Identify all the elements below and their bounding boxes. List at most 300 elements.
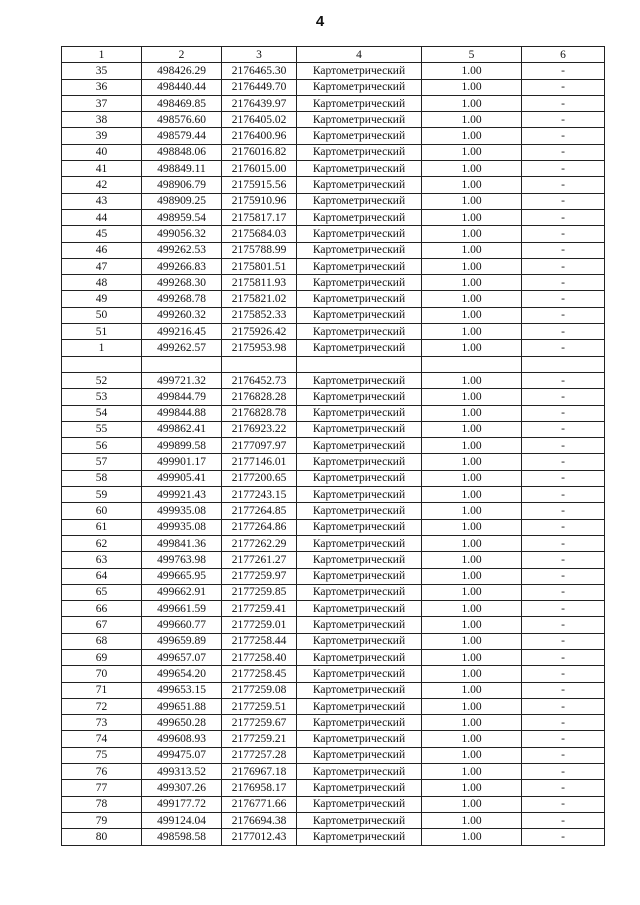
y-coordinate-cell: 2175817.17 (222, 209, 297, 225)
accuracy-cell: 1.00 (422, 731, 522, 747)
y-coordinate-cell: 2175953.98 (222, 340, 297, 356)
accuracy-cell: 1.00 (422, 324, 522, 340)
y-coordinate-cell: 2177012.43 (222, 829, 297, 845)
accuracy-cell: 1.00 (422, 682, 522, 698)
table-row (62, 633, 605, 649)
point-number-cell: 72 (62, 698, 142, 714)
note-cell: - (522, 796, 605, 812)
method-cell: Картометрический (297, 340, 422, 356)
method-cell: Картометрический (297, 405, 422, 421)
table-row (62, 63, 605, 79)
note-cell: - (522, 552, 605, 568)
y-coordinate-cell: 2177259.97 (222, 568, 297, 584)
column-header: 2 (142, 47, 222, 63)
point-number-cell: 74 (62, 731, 142, 747)
method-cell: Картометрический (297, 568, 422, 584)
accuracy-cell: 1.00 (422, 535, 522, 551)
coordinates-table (61, 46, 605, 846)
note-cell: - (522, 698, 605, 714)
point-number-cell: 59 (62, 487, 142, 503)
accuracy-cell: 1.00 (422, 144, 522, 160)
accuracy-cell: 1.00 (422, 161, 522, 177)
accuracy-cell: 1.00 (422, 519, 522, 535)
accuracy-cell: 1.00 (422, 764, 522, 780)
note-cell: - (522, 812, 605, 828)
method-cell: Картометрический (297, 682, 422, 698)
table-row (62, 829, 605, 845)
method-cell: Картометрический (297, 291, 422, 307)
point-number-cell: 73 (62, 715, 142, 731)
point-number-cell: 80 (62, 829, 142, 845)
note-cell: - (522, 617, 605, 633)
note-cell: - (522, 193, 605, 209)
note-cell: - (522, 470, 605, 486)
x-coordinate-cell: 498909.25 (142, 193, 222, 209)
point-number-cell: 66 (62, 601, 142, 617)
accuracy-cell: 1.00 (422, 649, 522, 665)
table-row (62, 601, 605, 617)
x-coordinate-cell: 499262.57 (142, 340, 222, 356)
point-number-cell: 58 (62, 470, 142, 486)
x-coordinate-cell: 499841.36 (142, 535, 222, 551)
table-row (62, 747, 605, 763)
accuracy-cell: 1.00 (422, 226, 522, 242)
x-coordinate-cell: 499659.89 (142, 633, 222, 649)
note-cell: - (522, 307, 605, 323)
table-row (62, 796, 605, 812)
method-cell: Картометрический (297, 242, 422, 258)
table-header-row (62, 47, 605, 63)
accuracy-cell: 1.00 (422, 780, 522, 796)
note-cell: - (522, 161, 605, 177)
method-cell: Картометрический (297, 764, 422, 780)
y-coordinate-cell: 2176828.78 (222, 405, 297, 421)
table-row (62, 356, 605, 372)
method-cell: Картометрический (297, 470, 422, 486)
point-number-cell: 77 (62, 780, 142, 796)
point-number-cell: 38 (62, 112, 142, 128)
y-coordinate-cell: 2176016.82 (222, 144, 297, 160)
x-coordinate-cell: 498959.54 (142, 209, 222, 225)
point-number-cell: 61 (62, 519, 142, 535)
table-row (62, 731, 605, 747)
table-row (62, 584, 605, 600)
y-coordinate-cell: 2177258.45 (222, 666, 297, 682)
accuracy-cell: 1.00 (422, 715, 522, 731)
x-coordinate-cell: 499475.07 (142, 747, 222, 763)
accuracy-cell: 1.00 (422, 405, 522, 421)
y-coordinate-cell: 2176967.18 (222, 764, 297, 780)
x-coordinate-cell: 499654.20 (142, 666, 222, 682)
point-number-cell: 35 (62, 63, 142, 79)
method-cell: Картометрический (297, 454, 422, 470)
y-coordinate-cell: 2177259.01 (222, 617, 297, 633)
point-number-cell: 57 (62, 454, 142, 470)
x-coordinate-cell: 498598.58 (142, 829, 222, 845)
x-coordinate-cell: 499260.32 (142, 307, 222, 323)
x-coordinate-cell: 498426.29 (142, 63, 222, 79)
point-number-cell: 41 (62, 161, 142, 177)
accuracy-cell: 1.00 (422, 63, 522, 79)
table-row (62, 144, 605, 160)
page-number: 4 (315, 13, 325, 30)
accuracy-cell: 1.00 (422, 584, 522, 600)
y-coordinate-cell: 2176958.17 (222, 780, 297, 796)
table-row (62, 764, 605, 780)
method-cell: Картометрический (297, 161, 422, 177)
accuracy-cell: 1.00 (422, 503, 522, 519)
method-cell: Картометрический (297, 128, 422, 144)
table-row (62, 812, 605, 828)
method-cell: Картометрический (297, 177, 422, 193)
method-cell: Картометрический (297, 112, 422, 128)
method-cell: Картометрический (297, 747, 422, 763)
point-number-cell: 52 (62, 372, 142, 388)
y-coordinate-cell: 2176828.28 (222, 389, 297, 405)
accuracy-cell: 1.00 (422, 291, 522, 307)
x-coordinate-cell: 499862.41 (142, 421, 222, 437)
x-coordinate-cell: 499905.41 (142, 470, 222, 486)
x-coordinate-cell: 499899.58 (142, 438, 222, 454)
method-cell: Картометрический (297, 438, 422, 454)
x-coordinate-cell: 499660.77 (142, 617, 222, 633)
note-cell: - (522, 421, 605, 437)
table-row (62, 275, 605, 291)
note-cell: - (522, 275, 605, 291)
point-number-cell: 44 (62, 209, 142, 225)
accuracy-cell: 1.00 (422, 487, 522, 503)
accuracy-cell: 1.00 (422, 747, 522, 763)
point-number-cell: 63 (62, 552, 142, 568)
x-coordinate-cell: 498440.44 (142, 79, 222, 95)
accuracy-cell: 1.00 (422, 568, 522, 584)
note-cell: - (522, 209, 605, 225)
table-row (62, 649, 605, 665)
accuracy-cell: 1.00 (422, 617, 522, 633)
method-cell: Картометрический (297, 715, 422, 731)
method-cell: Картометрический (297, 372, 422, 388)
method-cell: Картометрический (297, 584, 422, 600)
note-cell: - (522, 715, 605, 731)
method-cell: Картометрический (297, 275, 422, 291)
note-cell: - (522, 128, 605, 144)
method-cell: Картометрический (297, 731, 422, 747)
x-coordinate-cell: 499124.04 (142, 812, 222, 828)
x-coordinate-cell: 498576.60 (142, 112, 222, 128)
accuracy-cell: 1.00 (422, 79, 522, 95)
x-coordinate-cell: 498848.06 (142, 144, 222, 160)
column-header: 3 (222, 47, 297, 63)
note-cell: - (522, 829, 605, 845)
table-row (62, 372, 605, 388)
point-number-cell: 51 (62, 324, 142, 340)
accuracy-cell: 1.00 (422, 470, 522, 486)
y-coordinate-cell: 2175915.56 (222, 177, 297, 193)
method-cell: Картометрический (297, 95, 422, 111)
table-row (62, 112, 605, 128)
table-row (62, 487, 605, 503)
point-number-cell: 36 (62, 79, 142, 95)
y-coordinate-cell: 2176015.00 (222, 161, 297, 177)
point-number-cell: 56 (62, 438, 142, 454)
table-row (62, 79, 605, 95)
method-cell: Картометрический (297, 829, 422, 845)
accuracy-cell: 1.00 (422, 242, 522, 258)
note-cell: - (522, 780, 605, 796)
method-cell: Картометрический (297, 519, 422, 535)
note-cell: - (522, 568, 605, 584)
method-cell: Картометрический (297, 601, 422, 617)
y-coordinate-cell: 2177258.44 (222, 633, 297, 649)
y-coordinate-cell: 2175684.03 (222, 226, 297, 242)
accuracy-cell: 1.00 (422, 372, 522, 388)
note-cell: - (522, 454, 605, 470)
y-coordinate-cell: 2177261.27 (222, 552, 297, 568)
note-cell: - (522, 291, 605, 307)
accuracy-cell: 1.00 (422, 829, 522, 845)
method-cell: Картометрический (297, 503, 422, 519)
point-number-cell: 53 (62, 389, 142, 405)
point-number-cell: 62 (62, 535, 142, 551)
note-cell: - (522, 324, 605, 340)
table-row (62, 535, 605, 551)
accuracy-cell: 1.00 (422, 633, 522, 649)
table-row (62, 682, 605, 698)
y-coordinate-cell: 2177259.67 (222, 715, 297, 731)
table-row (62, 503, 605, 519)
y-coordinate-cell: 2176452.73 (222, 372, 297, 388)
point-number-cell: 79 (62, 812, 142, 828)
accuracy-cell: 1.00 (422, 128, 522, 144)
note-cell: - (522, 242, 605, 258)
point-number-cell (62, 356, 142, 372)
y-coordinate-cell: 2177259.51 (222, 698, 297, 714)
table-row (62, 128, 605, 144)
x-coordinate-cell: 499650.28 (142, 715, 222, 731)
accuracy-cell: 1.00 (422, 666, 522, 682)
note-cell: - (522, 487, 605, 503)
method-cell: Картометрический (297, 389, 422, 405)
method-cell: Картометрический (297, 258, 422, 274)
y-coordinate-cell: 2176405.02 (222, 112, 297, 128)
note-cell: - (522, 731, 605, 747)
method-cell: Картометрический (297, 226, 422, 242)
accuracy-cell (422, 356, 522, 372)
accuracy-cell: 1.00 (422, 454, 522, 470)
accuracy-cell: 1.00 (422, 209, 522, 225)
y-coordinate-cell: 2175821.02 (222, 291, 297, 307)
y-coordinate-cell (222, 356, 297, 372)
point-number-cell: 48 (62, 275, 142, 291)
note-cell: - (522, 519, 605, 535)
point-number-cell: 47 (62, 258, 142, 274)
x-coordinate-cell (142, 356, 222, 372)
method-cell: Картометрический (297, 487, 422, 503)
point-number-cell: 60 (62, 503, 142, 519)
accuracy-cell: 1.00 (422, 340, 522, 356)
note-cell: - (522, 438, 605, 454)
point-number-cell: 42 (62, 177, 142, 193)
y-coordinate-cell: 2177097.97 (222, 438, 297, 454)
table-row (62, 242, 605, 258)
table-row (62, 209, 605, 225)
table-row (62, 519, 605, 535)
point-number-cell: 45 (62, 226, 142, 242)
table-row (62, 617, 605, 633)
accuracy-cell: 1.00 (422, 177, 522, 193)
y-coordinate-cell: 2177259.41 (222, 601, 297, 617)
point-number-cell: 55 (62, 421, 142, 437)
y-coordinate-cell: 2175801.51 (222, 258, 297, 274)
table-row (62, 470, 605, 486)
point-number-cell: 70 (62, 666, 142, 682)
point-number-cell: 46 (62, 242, 142, 258)
x-coordinate-cell: 498579.44 (142, 128, 222, 144)
method-cell: Картометрический (297, 209, 422, 225)
accuracy-cell: 1.00 (422, 307, 522, 323)
x-coordinate-cell: 499901.17 (142, 454, 222, 470)
y-coordinate-cell: 2176923.22 (222, 421, 297, 437)
accuracy-cell: 1.00 (422, 438, 522, 454)
y-coordinate-cell: 2177264.86 (222, 519, 297, 535)
accuracy-cell: 1.00 (422, 95, 522, 111)
y-coordinate-cell: 2175788.99 (222, 242, 297, 258)
x-coordinate-cell: 499935.08 (142, 503, 222, 519)
method-cell: Картометрический (297, 144, 422, 160)
x-coordinate-cell: 499653.15 (142, 682, 222, 698)
point-number-cell: 67 (62, 617, 142, 633)
y-coordinate-cell: 2175852.33 (222, 307, 297, 323)
table-row (62, 307, 605, 323)
x-coordinate-cell: 499651.88 (142, 698, 222, 714)
x-coordinate-cell: 498469.85 (142, 95, 222, 111)
x-coordinate-cell: 499268.30 (142, 275, 222, 291)
x-coordinate-cell: 499844.88 (142, 405, 222, 421)
x-coordinate-cell: 499665.95 (142, 568, 222, 584)
x-coordinate-cell: 499935.08 (142, 519, 222, 535)
point-number-cell: 75 (62, 747, 142, 763)
y-coordinate-cell: 2177243.15 (222, 487, 297, 503)
note-cell: - (522, 340, 605, 356)
method-cell: Картометрический (297, 812, 422, 828)
y-coordinate-cell: 2177262.29 (222, 535, 297, 551)
y-coordinate-cell: 2177259.08 (222, 682, 297, 698)
table-row (62, 291, 605, 307)
x-coordinate-cell: 499307.26 (142, 780, 222, 796)
method-cell: Картометрический (297, 649, 422, 665)
point-number-cell: 43 (62, 193, 142, 209)
x-coordinate-cell: 499657.07 (142, 649, 222, 665)
point-number-cell: 64 (62, 568, 142, 584)
y-coordinate-cell: 2177264.85 (222, 503, 297, 519)
point-number-cell: 49 (62, 291, 142, 307)
y-coordinate-cell: 2175910.96 (222, 193, 297, 209)
table-row (62, 780, 605, 796)
table-row (62, 177, 605, 193)
table-row (62, 421, 605, 437)
table-row (62, 340, 605, 356)
accuracy-cell: 1.00 (422, 552, 522, 568)
note-cell: - (522, 63, 605, 79)
point-number-cell: 78 (62, 796, 142, 812)
point-number-cell: 39 (62, 128, 142, 144)
x-coordinate-cell: 499844.79 (142, 389, 222, 405)
method-cell: Картометрический (297, 552, 422, 568)
table-row (62, 552, 605, 568)
x-coordinate-cell: 499921.43 (142, 487, 222, 503)
method-cell: Картометрический (297, 324, 422, 340)
point-number-cell: 1 (62, 340, 142, 356)
column-header: 1 (62, 47, 142, 63)
note-cell: - (522, 177, 605, 193)
note-cell: - (522, 584, 605, 600)
note-cell (522, 356, 605, 372)
x-coordinate-cell: 499266.83 (142, 258, 222, 274)
method-cell: Картометрический (297, 79, 422, 95)
table-row (62, 258, 605, 274)
method-cell: Картометрический (297, 535, 422, 551)
note-cell: - (522, 112, 605, 128)
method-cell: Картометрический (297, 633, 422, 649)
column-header: 4 (297, 47, 422, 63)
x-coordinate-cell: 499262.53 (142, 242, 222, 258)
point-number-cell: 40 (62, 144, 142, 160)
method-cell: Картометрический (297, 63, 422, 79)
accuracy-cell: 1.00 (422, 796, 522, 812)
y-coordinate-cell: 2176439.97 (222, 95, 297, 111)
table-body (62, 63, 605, 845)
table-row (62, 698, 605, 714)
y-coordinate-cell: 2176400.96 (222, 128, 297, 144)
table-row (62, 324, 605, 340)
note-cell: - (522, 144, 605, 160)
note-cell: - (522, 633, 605, 649)
table-row (62, 405, 605, 421)
table-row (62, 95, 605, 111)
x-coordinate-cell: 498849.11 (142, 161, 222, 177)
note-cell: - (522, 79, 605, 95)
note-cell: - (522, 405, 605, 421)
note-cell: - (522, 747, 605, 763)
point-number-cell: 71 (62, 682, 142, 698)
table-row (62, 226, 605, 242)
column-header: 5 (422, 47, 522, 63)
method-cell: Картометрический (297, 193, 422, 209)
note-cell: - (522, 535, 605, 551)
note-cell: - (522, 372, 605, 388)
x-coordinate-cell: 499763.98 (142, 552, 222, 568)
accuracy-cell: 1.00 (422, 389, 522, 405)
note-cell: - (522, 649, 605, 665)
point-number-cell: 65 (62, 584, 142, 600)
accuracy-cell: 1.00 (422, 258, 522, 274)
note-cell: - (522, 666, 605, 682)
table-row (62, 454, 605, 470)
method-cell: Картометрический (297, 780, 422, 796)
table-row (62, 666, 605, 682)
point-number-cell: 76 (62, 764, 142, 780)
y-coordinate-cell: 2176771.66 (222, 796, 297, 812)
accuracy-cell: 1.00 (422, 698, 522, 714)
x-coordinate-cell: 499662.91 (142, 584, 222, 600)
y-coordinate-cell: 2175811.93 (222, 275, 297, 291)
y-coordinate-cell: 2176449.70 (222, 79, 297, 95)
point-number-cell: 50 (62, 307, 142, 323)
y-coordinate-cell: 2175926.42 (222, 324, 297, 340)
note-cell: - (522, 226, 605, 242)
table-row (62, 161, 605, 177)
note-cell: - (522, 389, 605, 405)
